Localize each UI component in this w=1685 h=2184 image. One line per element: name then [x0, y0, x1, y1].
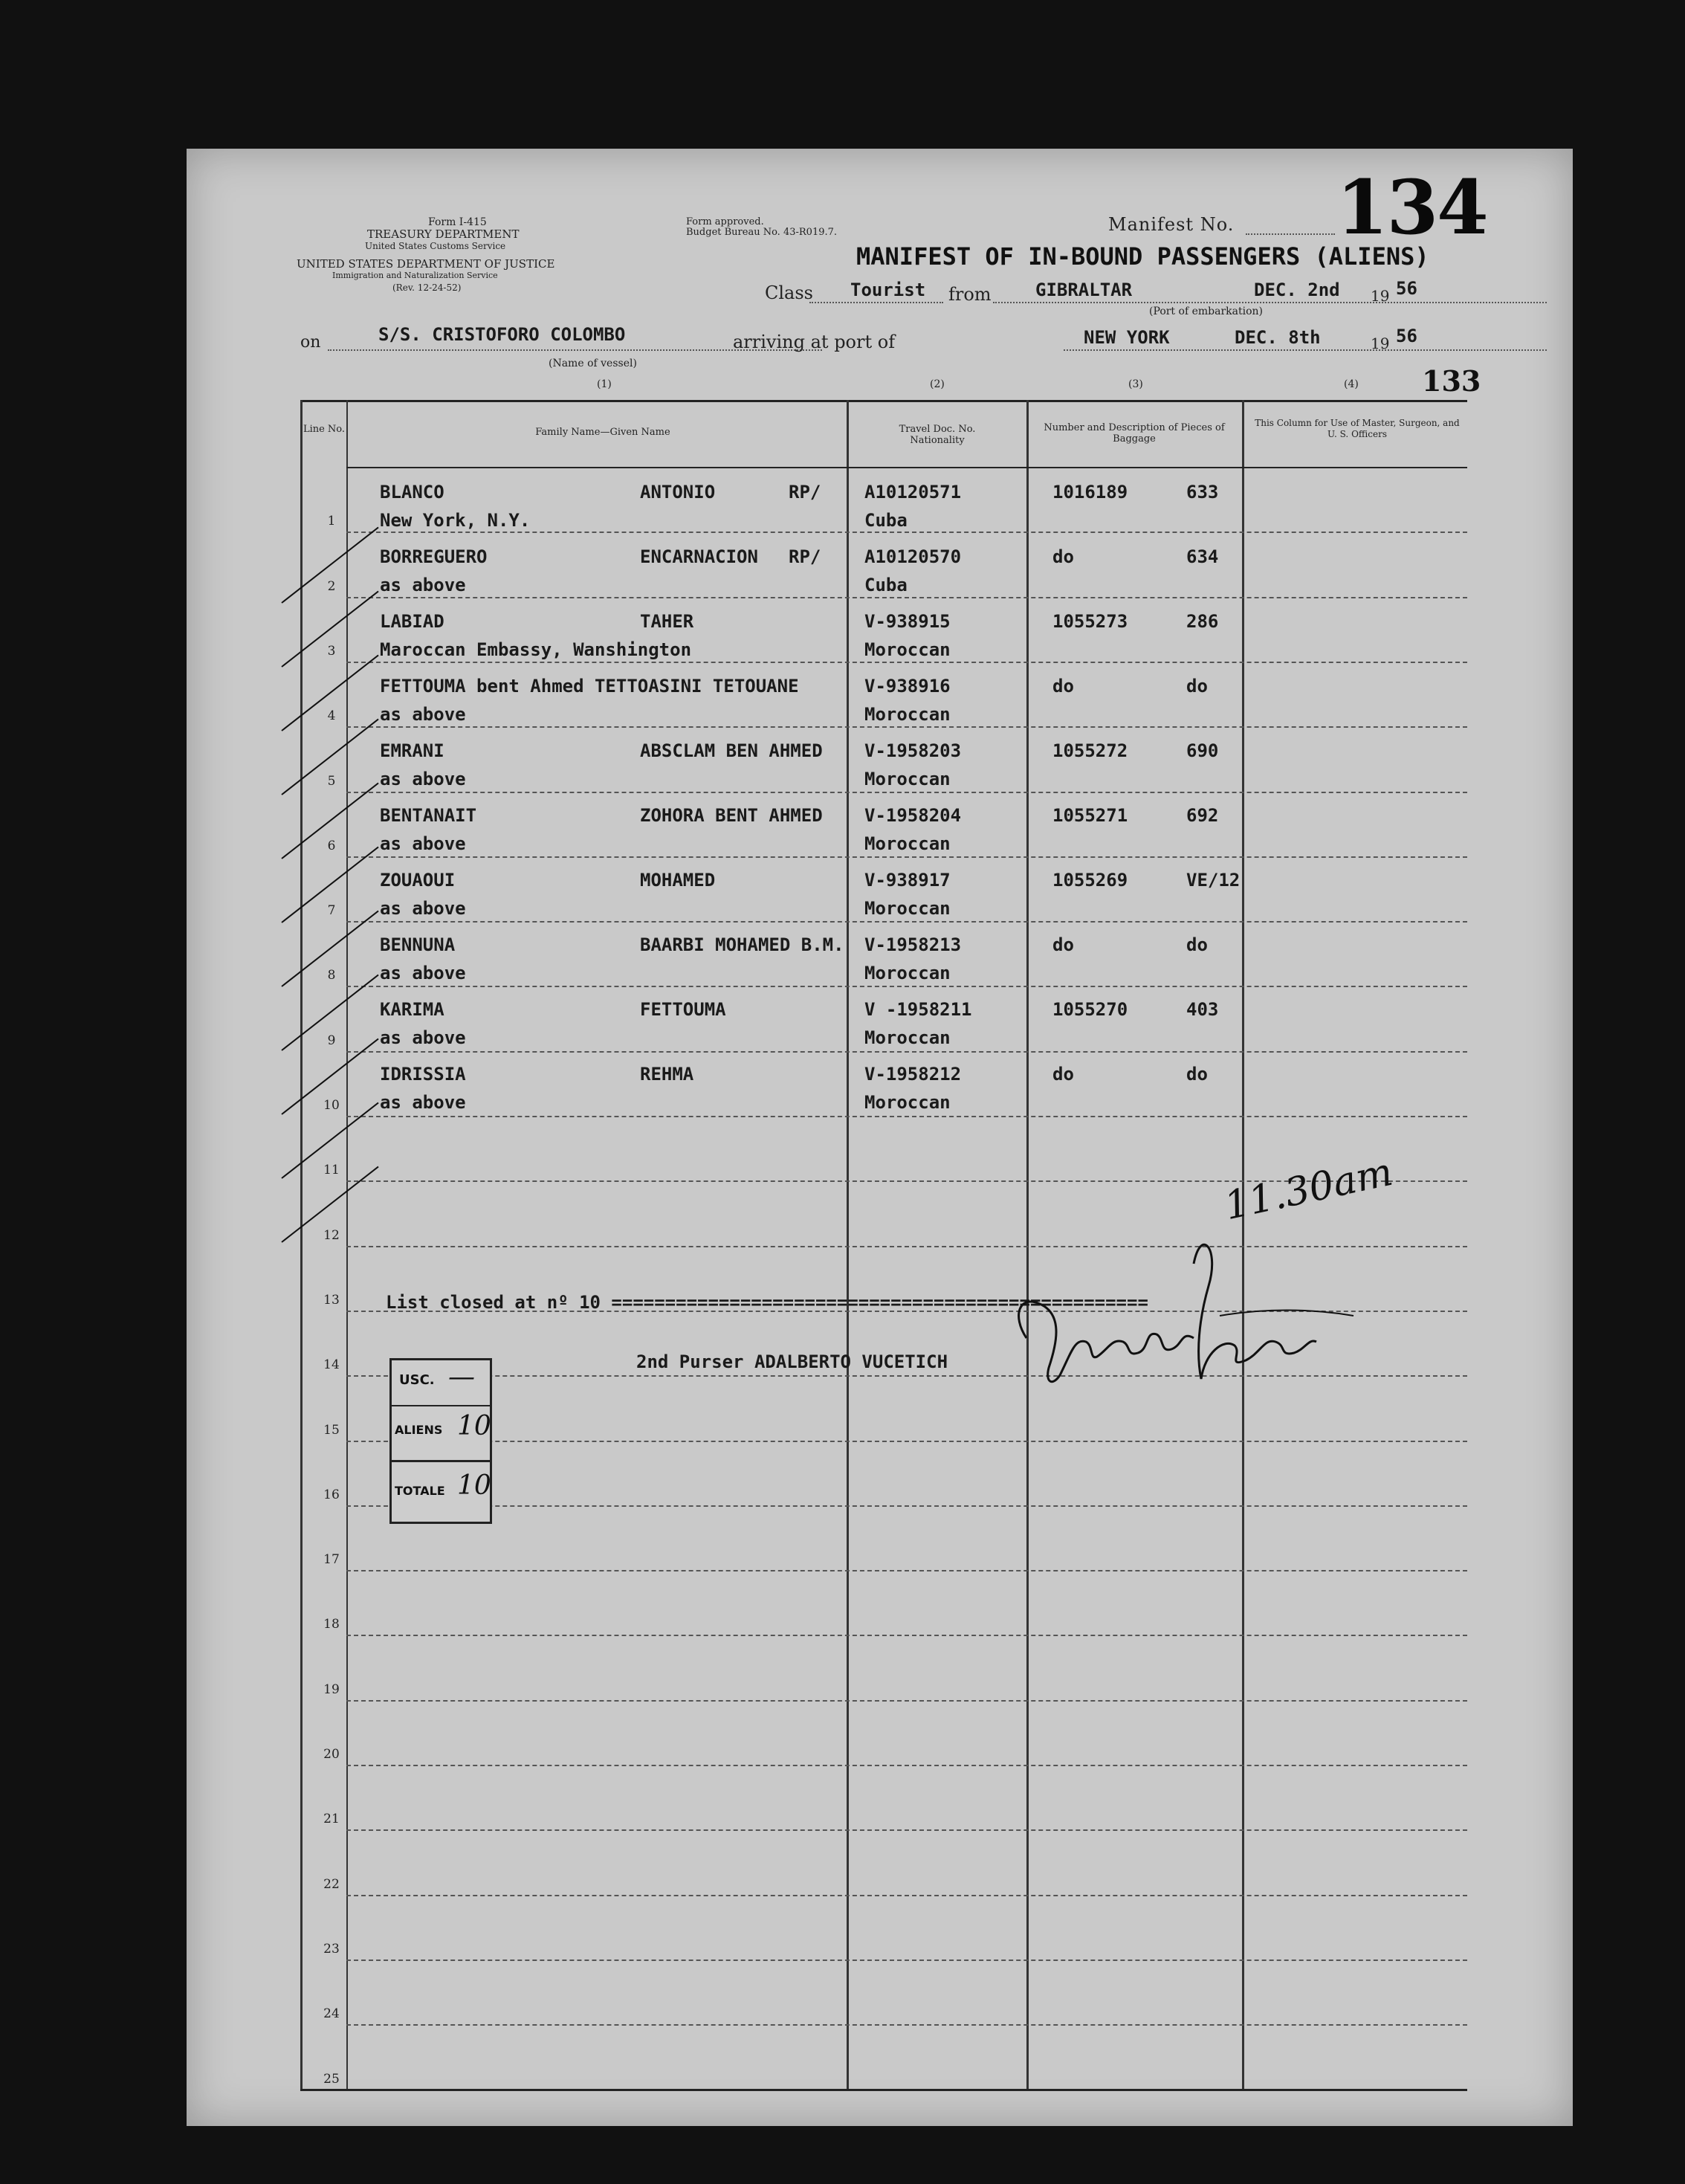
- line-number: 2: [327, 578, 336, 594]
- col-number-4: (4): [1344, 378, 1359, 390]
- depart-year: 56: [1396, 278, 1417, 299]
- passenger-given-name: FETTOUMA: [640, 999, 726, 1020]
- header-bottom-rule: [346, 467, 1467, 468]
- from-value: GIBRALTAR: [1035, 280, 1133, 300]
- passenger-given-name: ZOHORA BENT AHMED: [640, 805, 823, 826]
- line-number: 22: [323, 1876, 340, 1892]
- name-col-divider: [847, 400, 849, 2089]
- passenger-family-name: LABIAD: [380, 611, 444, 632]
- passenger-status: RP/: [789, 546, 821, 567]
- nationality: Cuba: [864, 575, 908, 595]
- passenger-address: as above: [380, 1092, 466, 1113]
- header-line-no: Line No.: [303, 424, 346, 435]
- stamp-total-label: TOTALE: [395, 1484, 445, 1498]
- nationality: Moroccan: [864, 833, 951, 854]
- class-value: Tourist: [850, 280, 926, 300]
- row-rule: [346, 856, 1467, 858]
- line-number: 12: [323, 1227, 340, 1243]
- from-label: from: [948, 284, 992, 305]
- line-number: 16: [323, 1487, 340, 1502]
- line-number: 17: [323, 1552, 340, 1568]
- passenger-address: New York, N.Y.: [380, 510, 531, 531]
- passenger-address: Maroccan Embassy, Wanshington: [380, 639, 692, 660]
- baggage-number: 1055272: [1052, 740, 1128, 761]
- class-rule: [809, 302, 943, 303]
- line-number: 1: [327, 514, 336, 529]
- baggage-pieces: VE/12: [1186, 870, 1241, 891]
- line-number: 24: [323, 2006, 340, 2022]
- passenger-family-name: EMRANI: [380, 740, 444, 761]
- passenger-address: as above: [380, 575, 466, 595]
- travel-doc-number: A10120571: [864, 482, 962, 503]
- stamp-usc-label: USC.: [399, 1372, 435, 1388]
- passenger-given-name: ENCARNACION: [640, 546, 758, 567]
- stamp-total-value: 10: [457, 1470, 491, 1501]
- col-number-2: (2): [930, 378, 945, 390]
- row-rule: [346, 1829, 1467, 1831]
- nationality: Moroccan: [864, 769, 951, 789]
- passenger-given-name: TAHER: [640, 611, 694, 632]
- passenger-given-name: BAARBI MOHAMED B.M.: [640, 934, 844, 955]
- header-officers: This Column for Use of Master, Surgeon, and U. S. Officers: [1255, 418, 1460, 439]
- row-rule: [346, 662, 1467, 663]
- row-rule: [346, 1505, 1467, 1507]
- stamp-usc-value: —: [448, 1362, 475, 1392]
- manifest-no-label: Manifest No.: [1108, 214, 1235, 235]
- manifest-title: MANIFEST OF IN-BOUND PASSENGERS (ALIENS): [856, 242, 1429, 271]
- travel-doc-number: V-938915: [864, 611, 951, 632]
- baggage-pieces: 690: [1186, 740, 1219, 761]
- line-number: 3: [327, 643, 336, 659]
- line-number: 5: [327, 773, 336, 789]
- travel-doc-number: V-1958203: [864, 740, 962, 761]
- passenger-address: as above: [380, 1027, 466, 1048]
- line-number: 6: [327, 838, 336, 853]
- previous-page-number: 133: [1422, 364, 1481, 398]
- stamp-aliens-row: [392, 1406, 490, 1462]
- arrival-year-prefix: 19: [1371, 335, 1390, 352]
- nationality: Moroccan: [864, 639, 951, 660]
- baggage-pieces: do: [1186, 1064, 1208, 1085]
- nationality: Cuba: [864, 510, 908, 531]
- stamp-usc-row: [392, 1360, 490, 1406]
- nationality: Moroccan: [864, 704, 951, 725]
- line-number: 9: [327, 1033, 336, 1048]
- arrival-year: 56: [1396, 326, 1417, 346]
- travel-doc-number: V-938916: [864, 676, 951, 697]
- line-number: 13: [323, 1292, 340, 1308]
- passenger-given-name: ABSCLAM BEN AHMED: [640, 740, 823, 761]
- header-family-name: Family Name—Given Name: [535, 427, 670, 438]
- baggage-number: 1055270: [1052, 999, 1128, 1020]
- vessel-name: S/S. CRISTOFORO COLOMBO: [378, 324, 626, 345]
- arriving-label: arriving at port of: [733, 332, 896, 352]
- line-number: 8: [327, 968, 336, 983]
- table-bottom-border: [300, 2089, 1467, 2091]
- customs-service: United States Customs Service: [365, 241, 506, 251]
- baggage-number: 1055269: [1052, 870, 1128, 891]
- manifest-sheet: [187, 149, 1573, 2126]
- row-rule: [346, 2024, 1467, 2026]
- row-rule: [346, 1051, 1467, 1053]
- travel-doc-number: V-1958212: [864, 1064, 962, 1085]
- passenger-given-name: ANTONIO: [640, 482, 716, 503]
- nationality: Moroccan: [864, 898, 951, 919]
- row-rule: [346, 1895, 1467, 1896]
- travel-doc-number: V-1958204: [864, 805, 962, 826]
- line-number: 25: [323, 2071, 340, 2087]
- passenger-family-name: ZOUAOUI: [380, 870, 456, 891]
- vessel-label: (Name of vessel): [549, 358, 637, 369]
- depart-date: DEC. 2nd: [1254, 280, 1340, 300]
- passenger-family-name: BLANCO: [380, 482, 444, 503]
- line-number: 15: [323, 1422, 340, 1438]
- form-approved: Form approved.: [686, 216, 764, 227]
- row-rule: [346, 1960, 1467, 1961]
- passenger-address: as above: [380, 898, 466, 919]
- line-number: 14: [323, 1357, 340, 1373]
- line-number: 20: [323, 1747, 340, 1762]
- baggage-number: do: [1052, 934, 1074, 955]
- stamp-aliens-value: 10: [457, 1411, 491, 1441]
- on-label: on: [300, 333, 321, 352]
- row-rule: [346, 726, 1467, 728]
- baggage-pieces: do: [1186, 676, 1208, 697]
- line-number: 4: [327, 708, 336, 724]
- manifest-no-rule: [1246, 233, 1335, 235]
- nationality: Moroccan: [864, 963, 951, 983]
- passenger-address: as above: [380, 769, 466, 789]
- row-rule: [346, 1441, 1467, 1442]
- baggage-number: 1055273: [1052, 611, 1128, 632]
- baggage-pieces: 286: [1186, 611, 1219, 632]
- row-rule: [346, 1700, 1467, 1702]
- embarkation-label: (Port of embarkation): [1149, 306, 1263, 317]
- line-number: 19: [323, 1681, 340, 1697]
- travel-doc-number: V-1958213: [864, 934, 962, 955]
- line-number: 10: [323, 1098, 340, 1113]
- passenger-family-name: BENTANAIT: [380, 805, 477, 826]
- baggage-pieces: 692: [1186, 805, 1219, 826]
- header-travel-doc: Travel Doc. No. Nationality: [899, 424, 976, 446]
- form-revision: (Rev. 12-24-52): [392, 282, 462, 293]
- baggage-number: 1055271: [1052, 805, 1128, 826]
- line-number: 18: [323, 1617, 340, 1632]
- row-rule: [346, 597, 1467, 598]
- travel-doc-number: V-938917: [864, 870, 951, 891]
- line-number: 11: [323, 1163, 340, 1178]
- baggage-pieces: 403: [1186, 999, 1219, 1020]
- baggage-pieces: 633: [1186, 482, 1219, 503]
- table-top-border: [300, 400, 1467, 402]
- list-closed-line: List closed at nº 10 ==================================================: [386, 1292, 1148, 1313]
- table-left-border: [300, 400, 303, 2089]
- stamp-aliens-label: ALIENS: [395, 1423, 443, 1437]
- row-rule: [346, 532, 1467, 533]
- passenger-family-name: IDRISSIA: [380, 1064, 466, 1085]
- bleed-through-text: [439, 1491, 449, 1510]
- baggage-number: do: [1052, 546, 1074, 567]
- arrival-rule: [1064, 349, 1547, 351]
- passenger-family-name: BORREGUERO: [380, 546, 488, 567]
- nationality: Moroccan: [864, 1027, 951, 1048]
- justice-dept: UNITED STATES DEPARTMENT OF JUSTICE: [297, 257, 555, 271]
- row-rule: [346, 792, 1467, 793]
- baggage-pieces: do: [1186, 934, 1208, 955]
- form-number: Form I-415: [428, 216, 487, 228]
- baggage-number: 1016189: [1052, 482, 1128, 503]
- passenger-family-name: BENNUNA: [380, 934, 456, 955]
- signature-time: 11.30am: [1220, 1149, 1397, 1230]
- ins-service: Immigration and Naturalization Service: [332, 271, 498, 280]
- passenger-given-name: MOHAMED: [640, 870, 716, 891]
- row-rule: [346, 1570, 1467, 1571]
- from-rule: [993, 302, 1547, 303]
- row-rule: [346, 1635, 1467, 1636]
- passenger-status: RP/: [789, 482, 821, 503]
- col-number-1: (1): [597, 378, 612, 390]
- passenger-given-name: REHMA: [640, 1064, 694, 1085]
- purser-name: 2nd Purser ADALBERTO VUCETICH: [636, 1351, 948, 1372]
- header-baggage: Number and Description of Pieces of Baggage: [1044, 422, 1225, 445]
- col-number-3: (3): [1128, 378, 1143, 390]
- row-rule: [346, 1765, 1467, 1766]
- passenger-family-name: FETTOUMA bent Ahmed TETTOASINI TETOUANE: [380, 676, 799, 697]
- manifest-number: 134: [1336, 164, 1487, 251]
- baggage-number: do: [1052, 676, 1074, 697]
- budget-bureau: Budget Bureau No. 43-R019.7.: [686, 227, 838, 238]
- passenger-address: as above: [380, 963, 466, 983]
- travel-doc-number: V -1958211: [864, 999, 972, 1020]
- baggage-number: do: [1052, 1064, 1074, 1085]
- line-number: 21: [323, 1812, 340, 1827]
- line-number: 23: [323, 1941, 340, 1957]
- nationality: Moroccan: [864, 1092, 951, 1113]
- baggage-pieces: 634: [1186, 546, 1219, 567]
- row-rule: [346, 986, 1467, 987]
- row-rule: [346, 921, 1467, 923]
- passenger-address: as above: [380, 704, 466, 725]
- class-label: Class: [765, 282, 813, 303]
- arrival-port: NEW YORK: [1084, 327, 1170, 348]
- arrival-date: DEC. 8th: [1235, 327, 1321, 348]
- depart-year-prefix: 19: [1371, 287, 1390, 305]
- travel-doc-number: A10120570: [864, 546, 962, 567]
- treasury-dept: TREASURY DEPARTMENT: [367, 227, 520, 241]
- passenger-address: as above: [380, 833, 466, 854]
- passenger-family-name: KARIMA: [380, 999, 444, 1020]
- line-number: 7: [327, 903, 336, 919]
